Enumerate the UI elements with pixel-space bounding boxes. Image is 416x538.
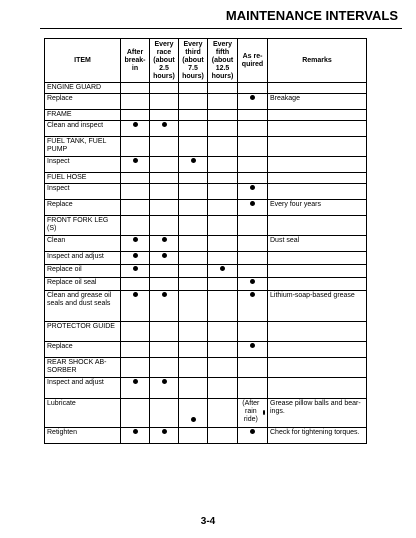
interval-cell: [208, 110, 238, 121]
interval-cell: [208, 278, 238, 291]
interval-cell: [208, 173, 238, 184]
item-label: Replace oil seal: [45, 278, 121, 291]
interval-cell: [121, 110, 150, 121]
interval-mark-dot: [162, 429, 167, 434]
interval-mark-dot: [133, 266, 138, 271]
interval-cell: [121, 399, 150, 428]
interval-cell: [208, 137, 238, 157]
interval-cell: [121, 94, 150, 110]
interval-mark-dot: [133, 379, 138, 384]
interval-cell: [208, 236, 238, 252]
interval-cell: [150, 291, 179, 322]
maintenance-table: [44, 38, 367, 444]
interval-cell: [208, 121, 238, 137]
interval-cell: [121, 278, 150, 291]
remarks-cell: [268, 378, 367, 399]
header-every-third: Every third (about 7.5 hours): [179, 39, 208, 83]
interval-cell: [179, 216, 208, 236]
item-label: Inspect and adjust: [45, 378, 121, 399]
interval-mark-dot: [162, 379, 167, 384]
item-label: Replace: [45, 342, 121, 358]
category-row: [45, 322, 367, 342]
interval-cell: [179, 137, 208, 157]
remarks-cell: [268, 110, 367, 121]
interval-mark-dot: [162, 253, 167, 258]
interval-mark-dot: [133, 253, 138, 258]
interval-cell: [238, 216, 268, 236]
remarks-cell: [268, 322, 367, 342]
interval-cell: [179, 200, 208, 216]
item-label: Inspect: [45, 184, 121, 200]
interval-cell: [208, 265, 238, 278]
table-row: [45, 94, 367, 110]
interval-cell: [179, 358, 208, 378]
interval-cell: [238, 322, 268, 342]
category-row: [45, 137, 367, 157]
interval-cell: [179, 342, 208, 358]
interval-mark-dot: [250, 95, 255, 100]
category-row: [45, 173, 367, 184]
interval-cell: [121, 291, 150, 322]
header-as-required: As re-quired: [238, 39, 268, 83]
interval-cell: [150, 322, 179, 342]
interval-cell: [121, 342, 150, 358]
interval-cell: [150, 200, 179, 216]
interval-cell: [179, 184, 208, 200]
title-rule: [40, 28, 402, 29]
table-row: [45, 291, 367, 322]
header-after-break-in: After break-in: [121, 39, 150, 83]
interval-cell: [150, 236, 179, 252]
table-row: [45, 278, 367, 291]
remarks-cell: [268, 265, 367, 278]
remarks-cell: [268, 173, 367, 184]
remarks-cell: [268, 157, 367, 173]
interval-cell: [150, 399, 179, 428]
interval-cell: [150, 278, 179, 291]
interval-mark-dot: [250, 201, 255, 206]
category-label: FUEL TANK, FUEL PUMP: [45, 137, 121, 157]
interval-cell: [121, 428, 150, 444]
item-label: Clean: [45, 236, 121, 252]
interval-cell: [238, 200, 268, 216]
interval-mark-dot: [191, 158, 196, 163]
header-remarks: Remarks: [268, 39, 367, 83]
category-label: FRAME: [45, 110, 121, 121]
interval-cell: [179, 265, 208, 278]
remarks-cell: [268, 358, 367, 378]
interval-cell: [238, 378, 268, 399]
interval-cell: [179, 399, 208, 428]
header-every-race: Every race (about 2.5 hours): [150, 39, 179, 83]
interval-mark-dot: [263, 410, 265, 415]
interval-cell: [238, 252, 268, 265]
remarks-cell: Lithium-soap-based grease: [268, 291, 367, 322]
item-label: Replace oil: [45, 265, 121, 278]
table-row: [45, 342, 367, 358]
interval-cell: [238, 94, 268, 110]
interval-cell: [179, 173, 208, 184]
category-row: [45, 83, 367, 94]
category-row: [45, 110, 367, 121]
interval-mark-dot: [133, 122, 138, 127]
interval-cell: [121, 173, 150, 184]
remarks-cell: [268, 137, 367, 157]
interval-cell: [121, 236, 150, 252]
interval-cell: [238, 83, 268, 94]
interval-cell: [179, 252, 208, 265]
interval-mark-dot: [133, 429, 138, 434]
remarks-cell: Check for tightening torques.: [268, 428, 367, 444]
remarks-cell: [268, 278, 367, 291]
page-title: MAINTENANCE INTERVALS: [225, 8, 398, 23]
remarks-cell: [268, 342, 367, 358]
interval-cell: [238, 358, 268, 378]
table-row: [45, 399, 367, 428]
interval-cell: [238, 173, 268, 184]
table-row: [45, 200, 367, 216]
interval-cell: [238, 110, 268, 121]
interval-cell: [121, 83, 150, 94]
table-row: [45, 265, 367, 278]
interval-cell: [238, 428, 268, 444]
interval-cell: [121, 252, 150, 265]
interval-mark-dot: [250, 185, 255, 190]
interval-cell: [179, 121, 208, 137]
item-label: Clean and grease oil seals and dust seals: [45, 291, 121, 322]
interval-mark-dot: [162, 122, 167, 127]
interval-cell: [208, 200, 238, 216]
item-label: Lubricate: [45, 399, 121, 428]
interval-cell: [150, 137, 179, 157]
interval-cell: [208, 184, 238, 200]
interval-cell: [179, 94, 208, 110]
remarks-cell: Grease pillow balls and bear-ings.: [268, 399, 367, 428]
interval-cell: [208, 378, 238, 399]
category-label: PROTECTOR GUIDE: [45, 322, 121, 342]
interval-cell: [238, 265, 268, 278]
table-row: [45, 184, 367, 200]
interval-cell: [150, 184, 179, 200]
interval-cell: [208, 399, 238, 428]
category-label: REAR SHOCK AB-SORBER: [45, 358, 121, 378]
interval-cell: [121, 265, 150, 278]
interval-cell: [238, 157, 268, 173]
remarks-cell: Every four years: [268, 200, 367, 216]
category-row: [45, 216, 367, 236]
interval-cell: [179, 428, 208, 444]
item-label: Replace: [45, 94, 121, 110]
interval-cell: [238, 121, 268, 137]
interval-mark-dot: [250, 343, 255, 348]
interval-cell: [208, 94, 238, 110]
item-label: Clean and inspect: [45, 121, 121, 137]
interval-cell: [150, 110, 179, 121]
remarks-cell: Dust seal: [268, 236, 367, 252]
interval-mark-dot: [220, 266, 225, 271]
remarks-cell: [268, 216, 367, 236]
interval-cell: [179, 236, 208, 252]
interval-cell: [150, 428, 179, 444]
table-row: [45, 236, 367, 252]
item-label: Inspect: [45, 157, 121, 173]
category-label: ENGINE GUARD: [45, 83, 121, 94]
interval-cell: [150, 358, 179, 378]
interval-cell: [121, 137, 150, 157]
interval-cell: [208, 322, 238, 342]
interval-mark-dot: [133, 292, 138, 297]
interval-cell: [238, 137, 268, 157]
remarks-cell: Breakage: [268, 94, 367, 110]
header-item: ITEM: [45, 39, 121, 83]
interval-cell: [121, 157, 150, 173]
interval-mark-dot: [250, 279, 255, 284]
interval-cell: [179, 378, 208, 399]
interval-cell: [208, 216, 238, 236]
remarks-cell: [268, 252, 367, 265]
interval-cell: [238, 184, 268, 200]
interval-cell: [150, 94, 179, 110]
interval-cell: [208, 428, 238, 444]
interval-mark-dot: [162, 237, 167, 242]
interval-cell: [150, 342, 179, 358]
interval-cell: [208, 157, 238, 173]
remarks-cell: [268, 184, 367, 200]
interval-cell: [179, 322, 208, 342]
interval-cell: [150, 265, 179, 278]
interval-cell: [150, 378, 179, 399]
interval-cell: [208, 252, 238, 265]
interval-cell: [179, 157, 208, 173]
interval-cell: [179, 291, 208, 322]
interval-cell: [238, 236, 268, 252]
table-body: [45, 83, 367, 444]
interval-cell: [208, 291, 238, 322]
interval-mark-dot: [162, 292, 167, 297]
interval-cell: [121, 358, 150, 378]
interval-mark-dot: [250, 292, 255, 297]
interval-cell: [238, 399, 268, 428]
interval-cell: [150, 83, 179, 94]
interval-cell: [208, 358, 238, 378]
interval-cell: [238, 342, 268, 358]
interval-mark-dot: [191, 417, 196, 422]
header-every-fifth: Every fifth (about 12.5 hours): [208, 39, 238, 83]
page-number: 3-4: [200, 516, 216, 527]
table-row: [45, 157, 367, 173]
interval-cell: [121, 184, 150, 200]
item-label: Replace: [45, 200, 121, 216]
interval-cell: [121, 322, 150, 342]
interval-cell: [150, 157, 179, 173]
interval-cell: [150, 252, 179, 265]
category-row: [45, 358, 367, 378]
table-row: [45, 121, 367, 137]
interval-cell: [121, 200, 150, 216]
interval-cell: [179, 110, 208, 121]
interval-cell: [150, 216, 179, 236]
remarks-cell: [268, 121, 367, 137]
category-label: FUEL HOSE: [45, 173, 121, 184]
interval-mark-dot: [133, 237, 138, 242]
category-label: FRONT FORK LEG (S): [45, 216, 121, 236]
interval-cell: [150, 173, 179, 184]
interval-mark-dot: [250, 429, 255, 434]
remarks-cell: [268, 83, 367, 94]
interval-cell: [179, 83, 208, 94]
interval-cell: [121, 378, 150, 399]
interval-cell: [150, 121, 179, 137]
table-row: [45, 378, 367, 399]
table-row: [45, 428, 367, 444]
item-label: Retighten: [45, 428, 121, 444]
table-row: [45, 252, 367, 265]
interval-cell: [238, 278, 268, 291]
interval-mark-dot: [133, 158, 138, 163]
interval-cell: [179, 278, 208, 291]
as-required-note: (After rain ride): [242, 400, 260, 423]
interval-cell: [208, 342, 238, 358]
interval-cell: [238, 291, 268, 322]
interval-cell: [208, 83, 238, 94]
item-label: Inspect and adjust: [45, 252, 121, 265]
interval-cell: [121, 216, 150, 236]
interval-cell: [121, 121, 150, 137]
